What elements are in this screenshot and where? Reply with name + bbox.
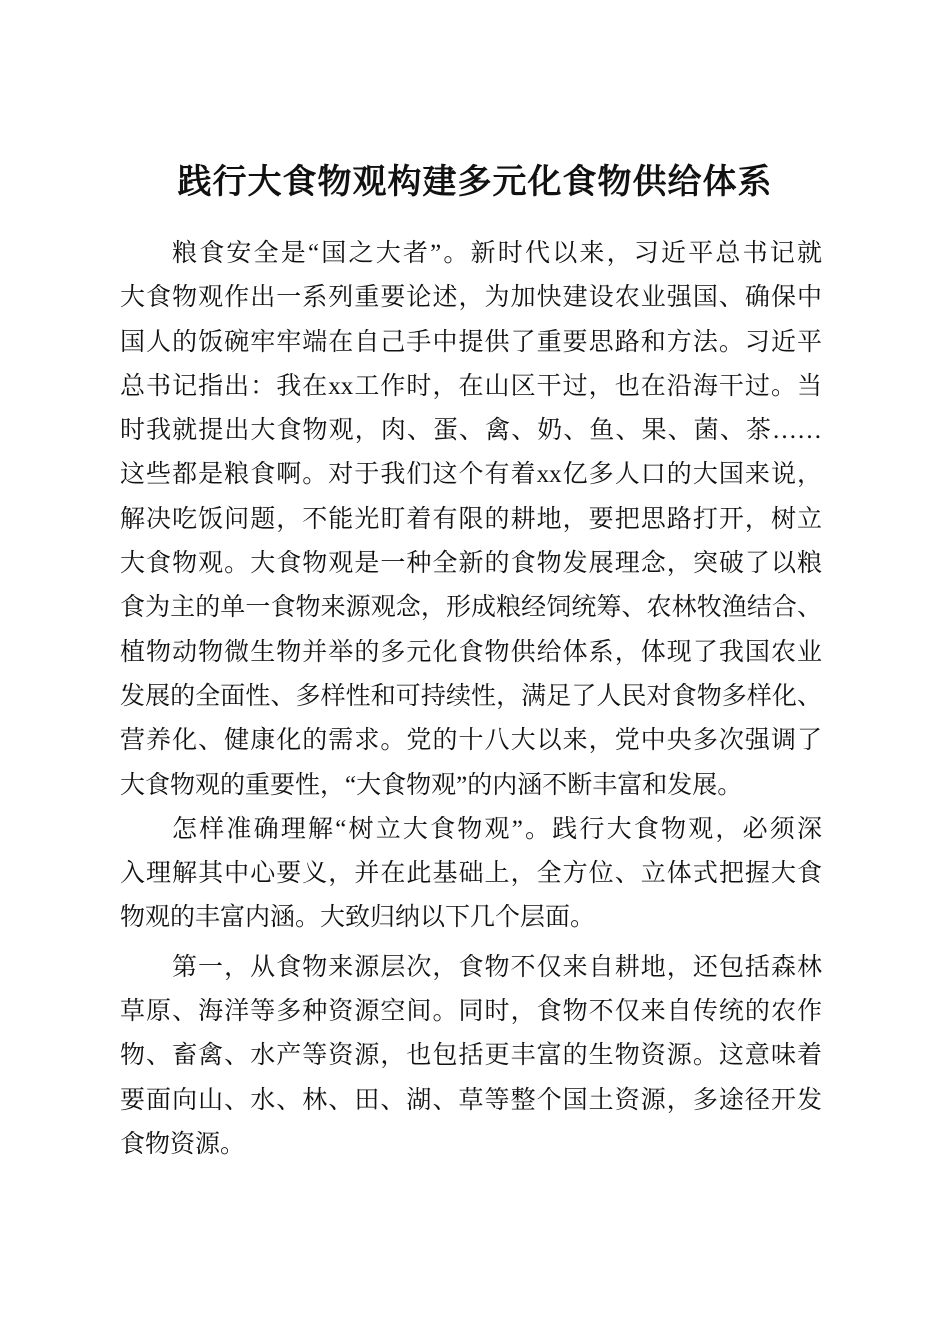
text-line: 解决吃饭问题，不能光盯着有限的耕地，要把思路打开，树立 (120, 505, 822, 533)
text-line: 营养化、健康化的需求。党的十八大以来，党中央多次强调了 (120, 727, 822, 755)
text-line: 草原、海洋等多种资源空间。同时，食物不仅来自传统的农作 (120, 998, 822, 1026)
text-line: 怎样准确理解“树立大食物观”。践行大食物观，必须深 (172, 815, 822, 843)
text-line: 发展的全面性、多样性和可持续性，满足了人民对食物多样化、 (120, 682, 822, 710)
text-line: 总书记指出：我在xx工作时，在山区干过，也在沿海干过。当 (120, 372, 822, 400)
text-line: 第一，从食物来源层次，食物不仅来自耕地，还包括森林 (172, 953, 822, 981)
text-line: 入理解其中心要义，并在此基础上，全方位、立体式把握大食 (120, 860, 822, 888)
text-line: 粮食安全是“国之大者”。新时代以来，习近平总书记就 (172, 240, 822, 267)
text-line: 要面向山、水、林、田、湖、草等整个国土资源，多途径开发 (120, 1086, 822, 1114)
paragraph-2 (120, 808, 822, 941)
text-line: 国人的饭碗牢牢端在自己手中提供了重要思路和方法。习近平 (120, 328, 822, 356)
text-line: 大食物观的重要性，“大食物观”的内涵不断丰富和发展。 (120, 771, 743, 799)
text-line: 这些都是粮食啊。对于我们这个有着xx亿多人口的大国来说， (120, 461, 822, 489)
text-line: 食为主的单一食物来源观念，形成粮经饲统筹、农林牧渔结合、 (120, 594, 822, 622)
text-line: 时我就提出大食物观，肉、蛋、禽、奶、鱼、果、菌、茶…… (120, 417, 822, 445)
text-line: 物观的丰富内涵。大致归纳以下几个层面。 (120, 904, 596, 932)
document-title: 践行大食物观构建多元化食物供给体系 (177, 163, 773, 201)
document-body (120, 232, 822, 1167)
text-line: 物、畜禽、水产等资源，也包括更丰富的生物资源。这意味着 (120, 1042, 822, 1070)
text-line: 食物资源。 (120, 1130, 246, 1158)
paragraph-1 (120, 232, 822, 808)
text-line: 植物动物微生物并举的多元化食物供给体系，体现了我国农业 (120, 638, 822, 666)
text-line: 大食物观作出一系列重要论述，为加快建设农业强国、确保中 (120, 284, 822, 312)
paragraph-3 (120, 946, 822, 1167)
text-line: 大食物观。大食物观是一种全新的食物发展理念，突破了以粮 (120, 550, 822, 578)
